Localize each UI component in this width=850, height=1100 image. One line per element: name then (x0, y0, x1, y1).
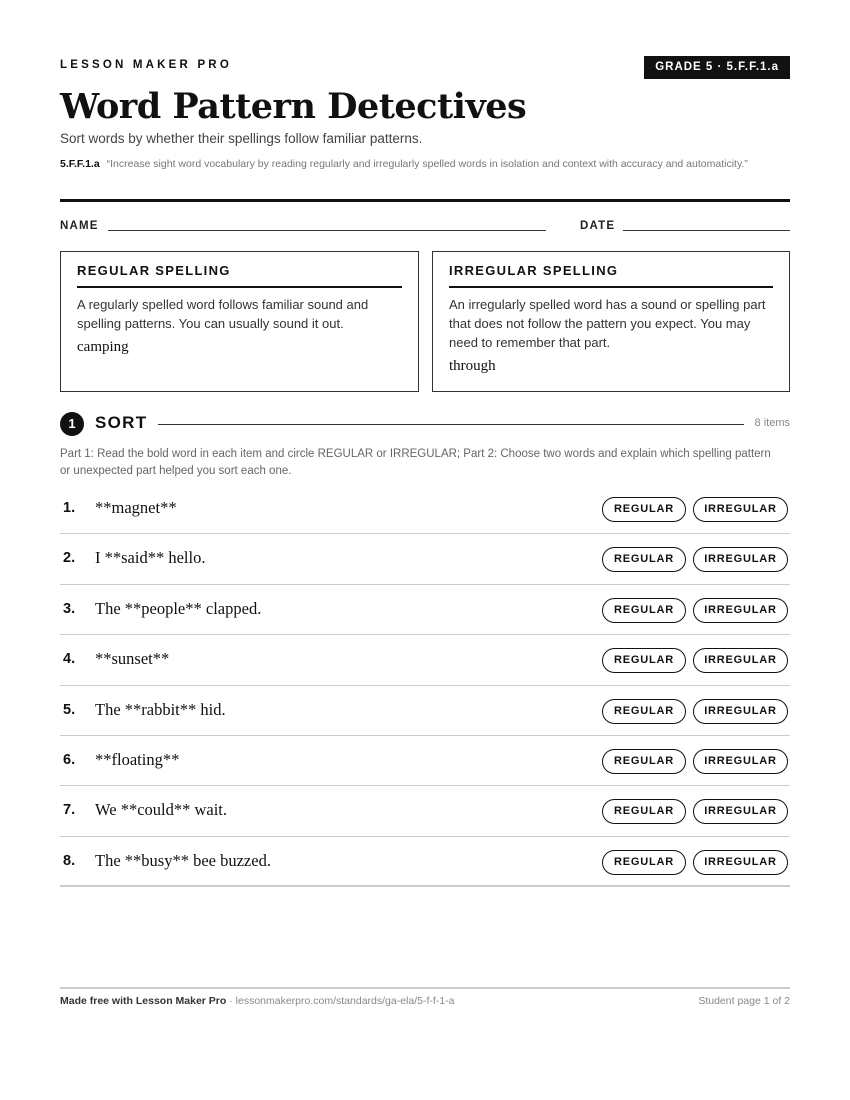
sort-item (60, 635, 790, 685)
sort-item (60, 534, 790, 584)
section-header (60, 412, 790, 436)
regular-spelling-title: REGULAR SPELLING (77, 263, 402, 288)
item-number: 6. (63, 751, 76, 768)
footer-divider (60, 987, 790, 989)
item-number: 2. (63, 550, 76, 567)
regular-option[interactable]: REGULAR (602, 850, 686, 875)
standard-statement (60, 156, 780, 172)
irregular-option[interactable]: IRREGULAR (693, 598, 788, 623)
regular-option[interactable]: REGULAR (602, 497, 686, 522)
irregular-option[interactable]: IRREGULAR (693, 699, 788, 724)
irregular-spelling-example: through (449, 358, 496, 374)
item-text: The **people** clapped. (95, 598, 262, 618)
irregular-spelling-description: An irregularly spelled word has a sound or spelling part that does not follow the pattern you expect. You may need to remember that part. (449, 297, 766, 350)
item-text: **floating** (95, 749, 180, 769)
section-number-badge: 1 (60, 412, 84, 436)
item-count: 8 items (754, 417, 790, 429)
footer-url: · lessonmakerpro.com/standards/ga-ela/5-f-f-1-a (226, 995, 455, 1007)
regular-option[interactable]: REGULAR (602, 648, 686, 673)
header-divider (60, 199, 790, 202)
item-number: 4. (63, 651, 76, 668)
section-instructions: Part 1: Read the bold word in each item and circle REGULAR or IRREGULAR; Part 2: Choose two words and explain which spelling pattern or unexpected part helped you sort each one. (60, 448, 771, 477)
worksheet-title: Word Pattern Detectives (60, 86, 527, 127)
item-text: The **busy** bee buzzed. (95, 850, 271, 870)
sort-item (60, 686, 790, 736)
sort-item (60, 484, 790, 534)
footer-made-with: Made free with Lesson Maker Pro (60, 995, 227, 1007)
item-text: **magnet** (95, 498, 177, 517)
regular-option[interactable]: REGULAR (602, 699, 686, 724)
section-divider (158, 424, 744, 425)
irregular-spelling-title: IRREGULAR SPELLING (449, 263, 773, 288)
irregular-option[interactable]: IRREGULAR (693, 497, 788, 522)
regular-spelling-card (60, 251, 419, 392)
regular-option[interactable]: REGULAR (602, 799, 686, 824)
top-bar (60, 56, 790, 80)
sort-item (60, 736, 790, 786)
name-date-row (60, 219, 790, 235)
item-text: The **rabbit** hid. (95, 699, 226, 719)
page-footer (60, 995, 790, 1009)
standard-code: 5.F.F.1.a (60, 158, 100, 170)
sort-item (60, 837, 790, 887)
irregular-option[interactable]: IRREGULAR (693, 547, 788, 572)
sort-item-list (60, 484, 790, 887)
regular-spelling-description: A regularly spelled word follows familiar sound and spelling patterns. You can usually sound it out. (77, 297, 369, 331)
irregular-option[interactable]: IRREGULAR (693, 850, 788, 875)
regular-option[interactable]: REGULAR (602, 547, 686, 572)
sort-item (60, 786, 790, 836)
regular-option[interactable]: REGULAR (602, 749, 686, 774)
name-label: NAME (60, 220, 99, 232)
sort-item (60, 585, 790, 635)
footer-page-number: Student page 1 of 2 (698, 995, 790, 1007)
item-text: We **could** wait. (95, 800, 228, 820)
date-label: DATE (580, 220, 616, 232)
grade-badge: GRADE 5 · 5.F.F.1.a (644, 56, 790, 79)
date-field[interactable] (623, 230, 790, 231)
worksheet-page (60, 0, 790, 1100)
section-title: SORT (95, 413, 148, 432)
item-number: 7. (63, 802, 76, 819)
irregular-spelling-card (432, 251, 790, 392)
worksheet-subtitle: Sort words by whether their spellings follow familiar patterns. (60, 131, 423, 146)
item-number: 5. (63, 701, 76, 718)
item-number: 3. (63, 600, 76, 617)
name-field[interactable] (108, 230, 546, 231)
irregular-option[interactable]: IRREGULAR (693, 648, 788, 673)
regular-option[interactable]: REGULAR (602, 598, 686, 623)
irregular-option[interactable]: IRREGULAR (693, 799, 788, 824)
item-text: I **said** hello. (95, 548, 206, 568)
irregular-option[interactable]: IRREGULAR (693, 749, 788, 774)
brand-name: LESSON MAKER PRO (60, 59, 232, 71)
item-text: **sunset** (95, 649, 170, 669)
item-number: 1. (63, 500, 76, 516)
item-number: 8. (63, 852, 76, 869)
regular-spelling-example: camping (77, 339, 129, 355)
standard-text: “Increase sight word vocabulary by reading regularly and irregularly spelled words in isolation and context with accuracy and automaticity.” (106, 158, 748, 170)
